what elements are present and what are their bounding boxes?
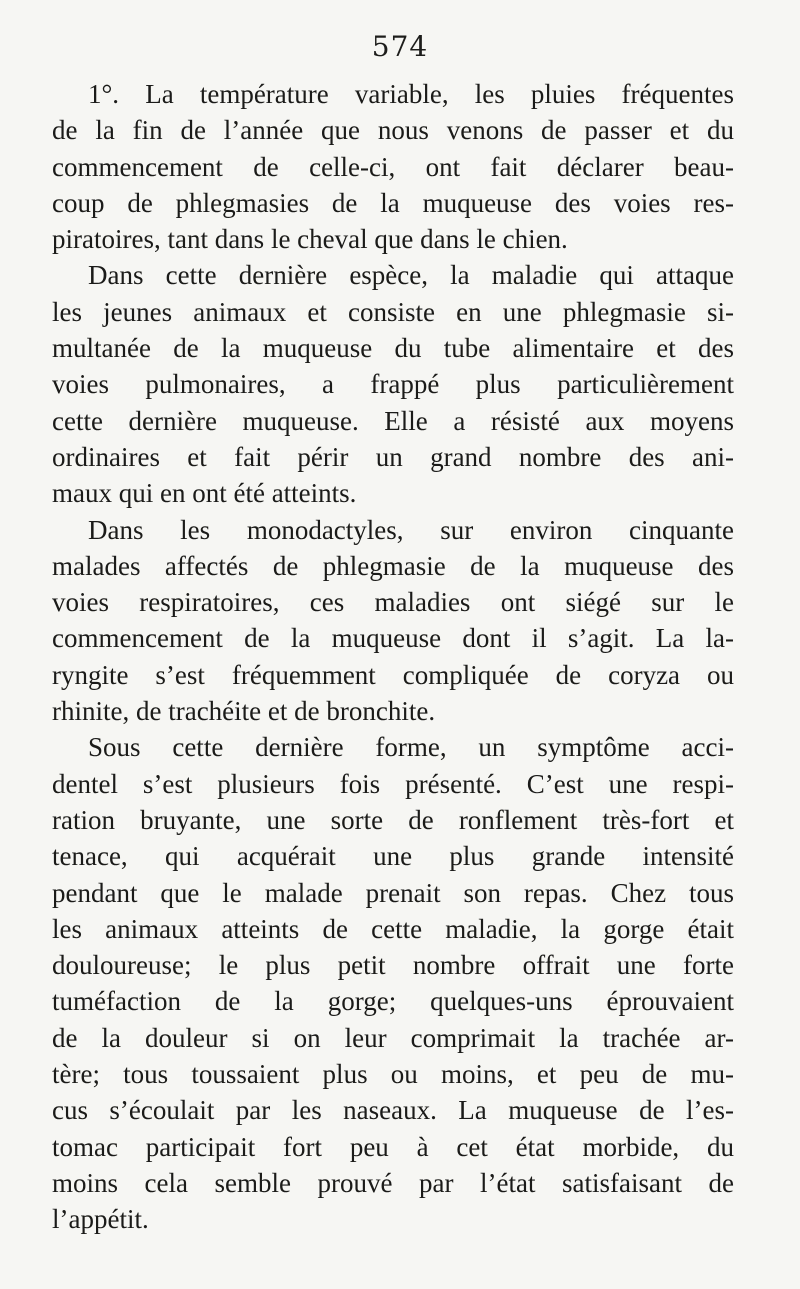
- text-line: 1°. La température variable, les pluies fréquentes: [88, 79, 734, 109]
- text-line: rhinite, de trachéite et de bronchite.: [52, 696, 436, 727]
- text-line: malades affectés de phlegmasie de la muqueuse des: [52, 550, 734, 581]
- text-line: tuméfaction de la gorge; quelques-uns éprouvaient: [52, 986, 734, 1017]
- text-line: voies respiratoires, ces maladies ont siégé sur le: [52, 587, 734, 618]
- text-line: commencement de celle-ci, ont fait déclarer beau-: [52, 151, 734, 182]
- text-line: coup de phlegmasies de la muqueuse des voies res-: [52, 187, 734, 218]
- text-line: les animaux atteints de cette maladie, la gorge était: [52, 913, 734, 944]
- text-line: Dans cette dernière espèce, la maladie qui attaque: [88, 260, 734, 291]
- text-line: de la fin de l’année que nous venons de passer et du: [52, 115, 734, 146]
- text-line: maux qui en ont été atteints.: [52, 478, 357, 509]
- text-line: dentel s’est plusieurs fois présenté. C’est une respi-: [52, 768, 734, 799]
- text-line: tenace, qui acquérait une plus grande intensité: [52, 841, 734, 872]
- text-line: piratoires, tant dans le cheval que dans le chien.: [52, 224, 568, 255]
- paragraph-1: [52, 76, 734, 257]
- text-line: tomac participait fort peu à cet état morbide, du: [52, 1131, 734, 1162]
- body-text: [52, 76, 734, 1238]
- text-line: pendant que le malade prenait son repas. Chez tous: [52, 877, 734, 908]
- page-number: 574: [371, 30, 429, 63]
- text-line: Sous cette dernière forme, un symptôme acci-: [88, 732, 734, 763]
- paragraph-3: [52, 512, 734, 730]
- text-line: Dans les monodactyles, sur environ cinquante: [88, 514, 734, 545]
- text-line: les jeunes animaux et consiste en une phlegmasie si-: [52, 296, 734, 327]
- text-line: ryngite s’est fréquemment compliquée de coryza ou: [52, 659, 734, 690]
- text-line: commencement de la muqueuse dont il s’agit. La la-: [52, 623, 734, 654]
- text-line: moins cela semble prouvé par l’état satisfaisant de: [52, 1167, 734, 1198]
- text-line: tère; tous toussaient plus ou moins, et peu de mu-: [52, 1059, 734, 1090]
- text-line: cus s’écoulait par les naseaux. La muqueuse de l’es-: [52, 1095, 734, 1126]
- text-line: voies pulmonaires, a frappé plus particulièrement: [52, 369, 734, 400]
- paragraph-4: [52, 729, 734, 1237]
- text-line: ration bruyante, une sorte de ronflement très-fort et: [52, 804, 734, 835]
- text-line: cette dernière muqueuse. Elle a résisté aux moyens: [52, 405, 734, 436]
- text-line: multanée de la muqueuse du tube alimentaire et des: [52, 333, 734, 364]
- paragraph-2: [52, 257, 734, 511]
- text-line: ordinaires et fait périr un grand nombre des ani-: [52, 441, 734, 472]
- text-line: de la douleur si on leur comprimait la trachée ar-: [52, 1022, 734, 1053]
- text-line: l’appétit.: [52, 1204, 149, 1235]
- text-line: douloureuse; le plus petit nombre offrait une forte: [52, 950, 734, 981]
